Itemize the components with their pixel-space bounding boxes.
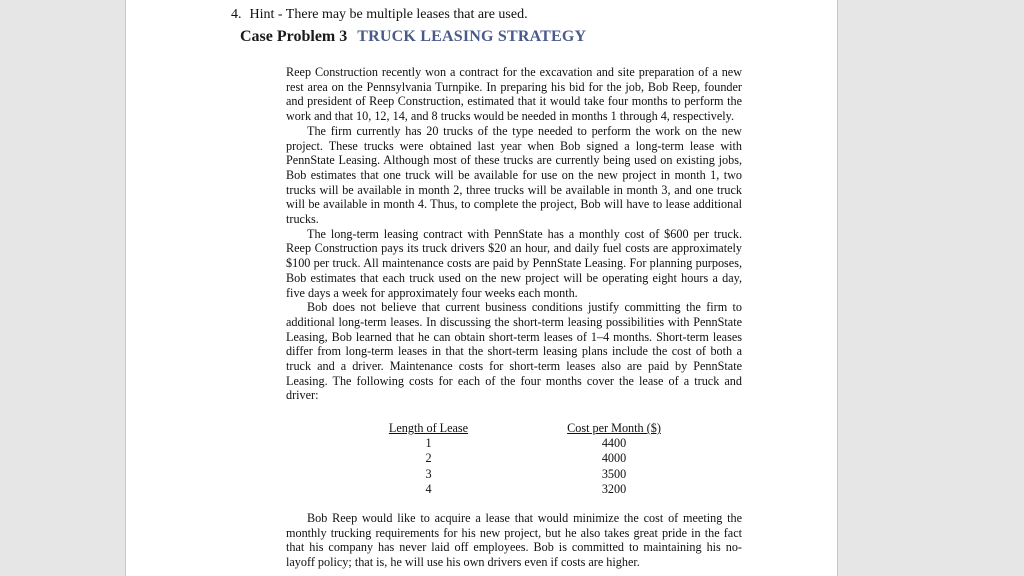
paragraph-2: The firm currently has 20 trucks of the type needed to perform the work on the new project. These trucks were obtained last year when Bob signed a long-term lease with PennState Leasing. Although most of these trucks are currently being used on existing jobs, Bob estimates that one truck will be available for use on the new project in month 1, two trucks will be available in month 2, three trucks will be available in month 3, and one truck will be available in month 4. Thus, to complete the project, Bob will have to lease additional trucks.	[286, 123, 742, 227]
length-cell: 2	[425, 451, 432, 466]
length-cell: 1	[425, 436, 432, 451]
closing-section	[286, 511, 742, 570]
closing-paragraph: Bob Reep would like to acquire a lease that would minimize the cost of meeting the monthly trucking requirements for his new project, but he also takes great pride in the fact that his company has never laid off employees. Bob is committed to maintaining his no-layoff policy; that is, he will use his own drivers even if costs are higher.	[286, 511, 742, 570]
paragraph-1: Reep Construction recently won a contract for the excavation and site preparation of a new rest area on the Pennsylvania Turnpike. In preparing his bid for the job, Bob Reep, founder and president of Reep Construction, estimated that it would take four months to perform the work and that 10, 12, 14, and 8 trucks would be needed in months 1 through 4, respectively.	[286, 65, 742, 124]
length-cell: 4	[425, 481, 432, 496]
cost-header: Cost per Month ($)	[567, 421, 661, 435]
cost-cell: 3500	[601, 466, 627, 481]
length-header: Length of Lease	[388, 421, 469, 435]
cost-cell: 4400	[601, 436, 627, 451]
paragraph-4: Bob does not believe that current business conditions justify committing the firm to additional long-term leases. In discussing the short-term leasing possibilities with PennState Leasing, Bob learned that he can obtain short-term leases of 1–4 months. Short-term leases differ from long-term leases in that the short-term leasing plans include the cost of both a truck and a driver. Maintenance costs for short-term leases also are paid by PennState Leasing. The following costs for each of the four months cover the lease of a truck and driver:	[286, 300, 742, 403]
hint-line	[231, 7, 528, 23]
case-body	[286, 65, 742, 403]
cost-cell: 3200	[601, 481, 627, 496]
case-label: Case Problem 3	[240, 28, 348, 45]
cost-cell: 4000	[601, 451, 627, 466]
case-heading	[240, 28, 586, 46]
paragraph-3: The long-term leasing contract with PennState has a monthly cost of $600 per truck. Reep Construction pays its truck drivers $20 an hour, and daily fuel costs are approximately $100 per truck. All maintenance costs are paid by PennState Leasing. For planning purposes, Bob estimates that each truck used on the new project will be operating eight hours a day, five days a week for approximately four weeks each month.	[286, 226, 742, 300]
length-cell: 3	[425, 466, 432, 481]
case-title: TRUCK LEASING STRATEGY	[357, 28, 587, 45]
hint-number: 4.	[231, 7, 242, 22]
length-column	[381, 421, 476, 497]
document-page	[125, 0, 838, 576]
hint-text: Hint - There may be multiple leases that are used.	[249, 7, 528, 22]
cost-column	[559, 421, 669, 497]
